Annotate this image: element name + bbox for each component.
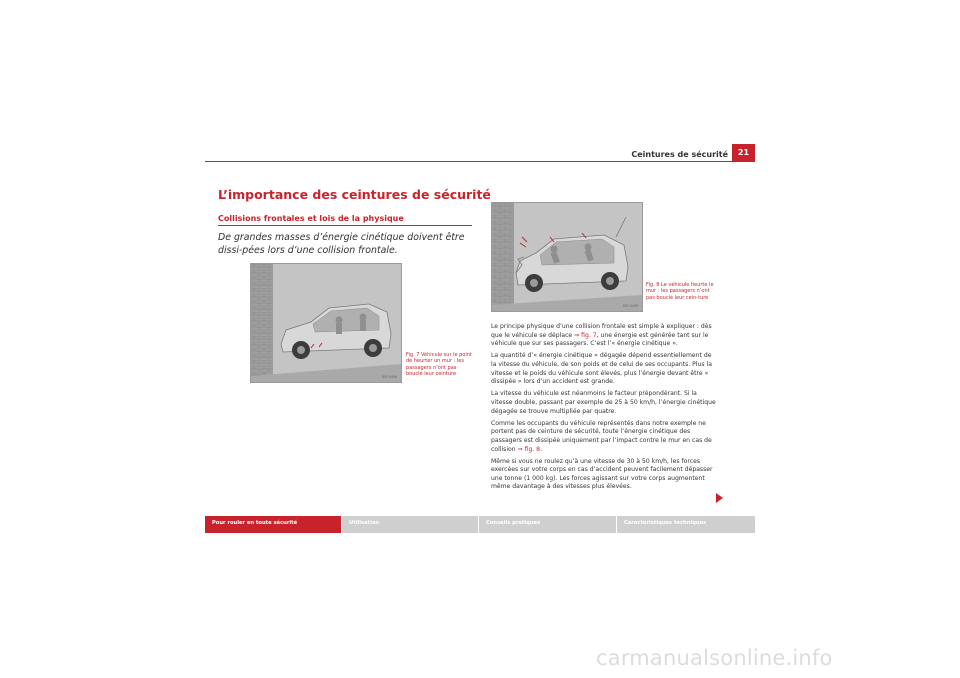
- figure-7-caption: Fig. 7 Véhicule sur le point de heurter un mur : les passagers n’ont pas bouclé leur ceinture: [406, 352, 472, 378]
- section-title: L’importance des ceintures de sécurité: [218, 187, 491, 202]
- body-text-span: Comme les occupants du véhicule représentés dans notre exemple ne portent pas de ceinture de sécurité, toute l’énergie cinétique des passagers est dissipée uniquement par l’impact contre le mur en cas de collision: [491, 419, 712, 453]
- car-impact-illustration: [492, 203, 642, 311]
- body-text-span: .: [540, 445, 543, 453]
- figure-8-caption: Fig. 8 Le véhicule heurte le mur : les passagers n’ont pas bouclé leur cein-ture: [646, 282, 714, 301]
- body-paragraph: [491, 420, 717, 454]
- tab-conseils-pratiques[interactable]: Conseils pratiques: [479, 516, 616, 533]
- body-text-span: , une énergie est générée tant sur le véhicule que sur ses passagers. C’est l’« énergie cinétique ».: [491, 331, 709, 348]
- subsection-title: Collisions frontales et lois de la physique: [218, 214, 404, 223]
- body-paragraph: [491, 323, 717, 349]
- arrow-right-icon[interactable]: [716, 493, 723, 503]
- figure-8-illustration: [491, 202, 643, 312]
- body-text-span: Le principe physique d’une collision frontale est simple à expliquer : dès que le véhicule se déplace: [491, 323, 712, 339]
- car-before-impact-illustration: [251, 264, 401, 382]
- figure-7-illustration: [250, 263, 402, 383]
- intro-text: De grandes masses d’énergie cinétique doivent être dissi-pées lors d’une collision frontale.: [218, 232, 465, 256]
- figure-8-link[interactable]: ⇒ fig. 8: [517, 445, 541, 453]
- body-paragraph: La quantité d’« énergie cinétique » dégagée dépend essentiellement de la vitesse du véhicule, de son poids et de celui de ses occupants. Plus la vitesse et le poids du véhicule sont élevés, plus l’énergie devant être « dissipée » lors d’un accident est grande.: [491, 352, 712, 386]
- watermark: carmanualsonline.info: [596, 646, 833, 670]
- figure-7-link[interactable]: ⇒ fig. 7: [574, 331, 597, 339]
- figure-8-code: B5F-0499: [622, 304, 638, 308]
- header-rule: [205, 161, 755, 162]
- page-number: 21: [732, 144, 755, 162]
- body-text: [491, 323, 717, 496]
- tab-utilisation[interactable]: Utilisation: [342, 516, 478, 533]
- tab-pour-rouler-en-toute-securite[interactable]: Pour rouler en toute sécurité: [205, 516, 341, 533]
- figure-7-code: B5F-0496: [381, 375, 397, 379]
- body-paragraph: Même si vous ne roulez qu’à une vitesse de 30 à 50 km/h, les forces exercées sur votre corps en cas d’accident peuvent facilement dépasser une tonne (1 000 kg). Les forces agissant sur votre corps augmentent même davantage à des vitesses plus élevées.: [491, 457, 713, 491]
- tab-caracteristiques-techniques[interactable]: Caractéristiques techniques: [617, 516, 755, 533]
- body-paragraph: La vitesse du véhicule est néanmoins le facteur prépondérant. Si la vitesse double, passant par exemple de 25 à 50 km/h, l’énergie cinétique dégagée se trouve multipliée par quatre.: [491, 390, 716, 415]
- subsection-rule: [218, 225, 472, 226]
- running-header-title: Ceintures de sécurité: [631, 150, 728, 159]
